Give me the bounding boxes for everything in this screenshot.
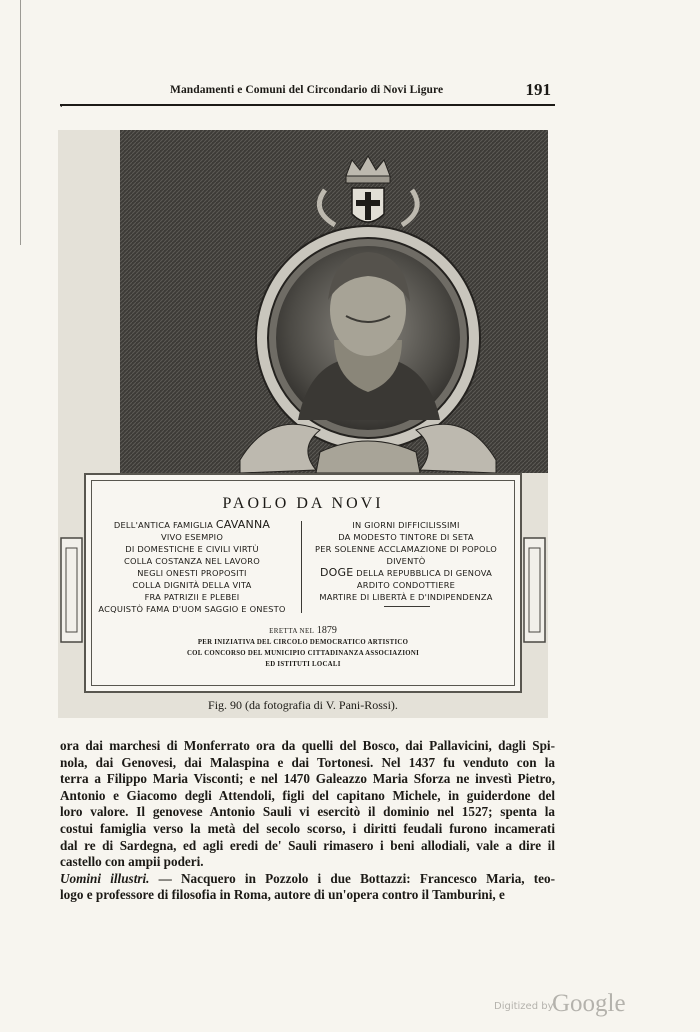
plaque-left-column bbox=[92, 519, 292, 615]
body-line: ora dai marchesi di Monferrato ora da quelli del Bosco, dai Pallavicini, dagli Spi- bbox=[60, 738, 555, 753]
plaque-credit-line: ED ISTITUTI LOCALI bbox=[265, 661, 341, 668]
plaque-left-line: ACQUISTÒ FAMA D'UOM SAGGIO E ONESTO bbox=[98, 604, 286, 614]
plaque-erected-year: 1879 bbox=[316, 625, 337, 636]
body-line bbox=[60, 871, 555, 888]
body-line: terra a Filippo Maria Visconti; e nel 1470 Galeazzo Maria Sforza ne investì Pietro, bbox=[60, 771, 555, 787]
plaque-erected-label: ERETTA NEL bbox=[269, 627, 315, 635]
portrait-engraving bbox=[120, 130, 548, 473]
coat-of-arms-icon bbox=[352, 188, 384, 222]
figure-caption: Fig. 90 (da fotografia di V. Pani-Rossi). bbox=[208, 698, 398, 712]
running-title: Mandamenti e Comuni del Circondario di Novi Ligure bbox=[170, 84, 444, 96]
plaque-family-name: CAVANNA bbox=[215, 518, 271, 531]
plaque-doge: DOGE bbox=[319, 566, 354, 579]
google-logo: Google bbox=[552, 990, 626, 1017]
plaque-left-line: FRA PATRIZII E PLEBEI bbox=[144, 592, 240, 602]
memorial-plaque bbox=[84, 473, 522, 693]
plaque-right-line: IN GIORNI DIFFICILISSIMI bbox=[352, 520, 460, 530]
watermark-prefix: Digitized by bbox=[494, 1001, 554, 1012]
body-line: dal re di Sardegna, ed agli eredi de' Sauli rimasero i beni allodiali, vale a dire il bbox=[60, 837, 555, 853]
page-number: 191 bbox=[525, 80, 551, 99]
plaque-right-line: ARDITO CONDOTTIERE bbox=[356, 580, 456, 590]
plaque-right-column bbox=[306, 519, 506, 603]
plaque-left-line: NEGLI ONESTI PROPOSITI bbox=[137, 568, 247, 578]
plaque-right-bracket bbox=[522, 530, 548, 650]
plaque-left-line: DELL'ANTICA FAMIGLIA bbox=[113, 520, 214, 530]
plaque-left-line: COLLA DIGNITÀ DELLA VITA bbox=[132, 580, 252, 590]
plaque-left-line: DI DOMESTICHE E CIVILI VIRTÙ bbox=[125, 544, 259, 554]
plaque-right-line: DIVENTÒ bbox=[386, 556, 426, 566]
plaque-credits bbox=[86, 637, 520, 670]
plaque-credit-line: PER INIZIATIVA DEL CIRCOLO DEMOCRATICO ARTISTICO bbox=[197, 639, 409, 646]
plaque-right-line: PER SOLENNE ACCLAMAZIONE DI POPOLO bbox=[315, 544, 497, 554]
portrait-medallion-illustration bbox=[120, 130, 548, 473]
body-text bbox=[60, 738, 555, 904]
plaque-column-divider bbox=[301, 521, 302, 613]
crown-icon bbox=[346, 156, 390, 183]
header-rule bbox=[60, 104, 555, 106]
running-header bbox=[60, 80, 555, 106]
left-margin-rule bbox=[20, 0, 21, 245]
body-line: castello con ampii poderi. bbox=[60, 854, 204, 870]
body-line: costui famiglia verso la metà del secolo scorso, i diritti feudali furono incamerati bbox=[60, 820, 555, 836]
body-line: Antonio e Giacomo degli Attendoli, figli del capitano Michele, in guiderdone del bbox=[60, 787, 555, 803]
plaque-erected bbox=[86, 625, 520, 636]
plaque-left-bracket bbox=[58, 530, 84, 650]
plaque-left-line: VIVO ESEMPIO bbox=[160, 532, 224, 542]
plaque-credit-line: COL CONCORSO DEL MUNICIPIO CITTADINANZA ASSOCIAZIONI bbox=[186, 650, 420, 657]
body-line: nola, dai Genovesi, dai Malaspina e dai Tortonesi. Nel 1437 fu venduto con la bbox=[60, 754, 555, 770]
body-line-text: — Nacquero in Pozzolo i due Bottazzi: Francesco Maria, teo- bbox=[158, 870, 556, 886]
body-line: logo e professore di filosofia in Roma, autore di un'opera contro il Tamburini, e bbox=[60, 887, 505, 903]
section-label: Uomini illustri. bbox=[60, 870, 150, 886]
plaque-right-line: DA MODESTO TINTORE DI SETA bbox=[338, 532, 474, 542]
body-line: loro valore. Il genovese Antonio Sauli vi esercitò il dominio nel 1527; spenta la bbox=[60, 804, 555, 820]
plaque-dash bbox=[384, 606, 430, 607]
digitized-watermark bbox=[494, 990, 644, 1020]
plaque-right-line: MARTIRE DI LIBERTÀ E D'INDIPENDENZA bbox=[319, 592, 493, 602]
figure-90 bbox=[58, 130, 548, 718]
plaque-left-line: COLLA COSTANZA NEL LAVORO bbox=[124, 556, 260, 566]
plaque-name: PAOLO DA NOVI bbox=[222, 495, 384, 512]
plaque-right-line: DELLA REPUBBLICA DI GENOVA bbox=[356, 568, 493, 578]
